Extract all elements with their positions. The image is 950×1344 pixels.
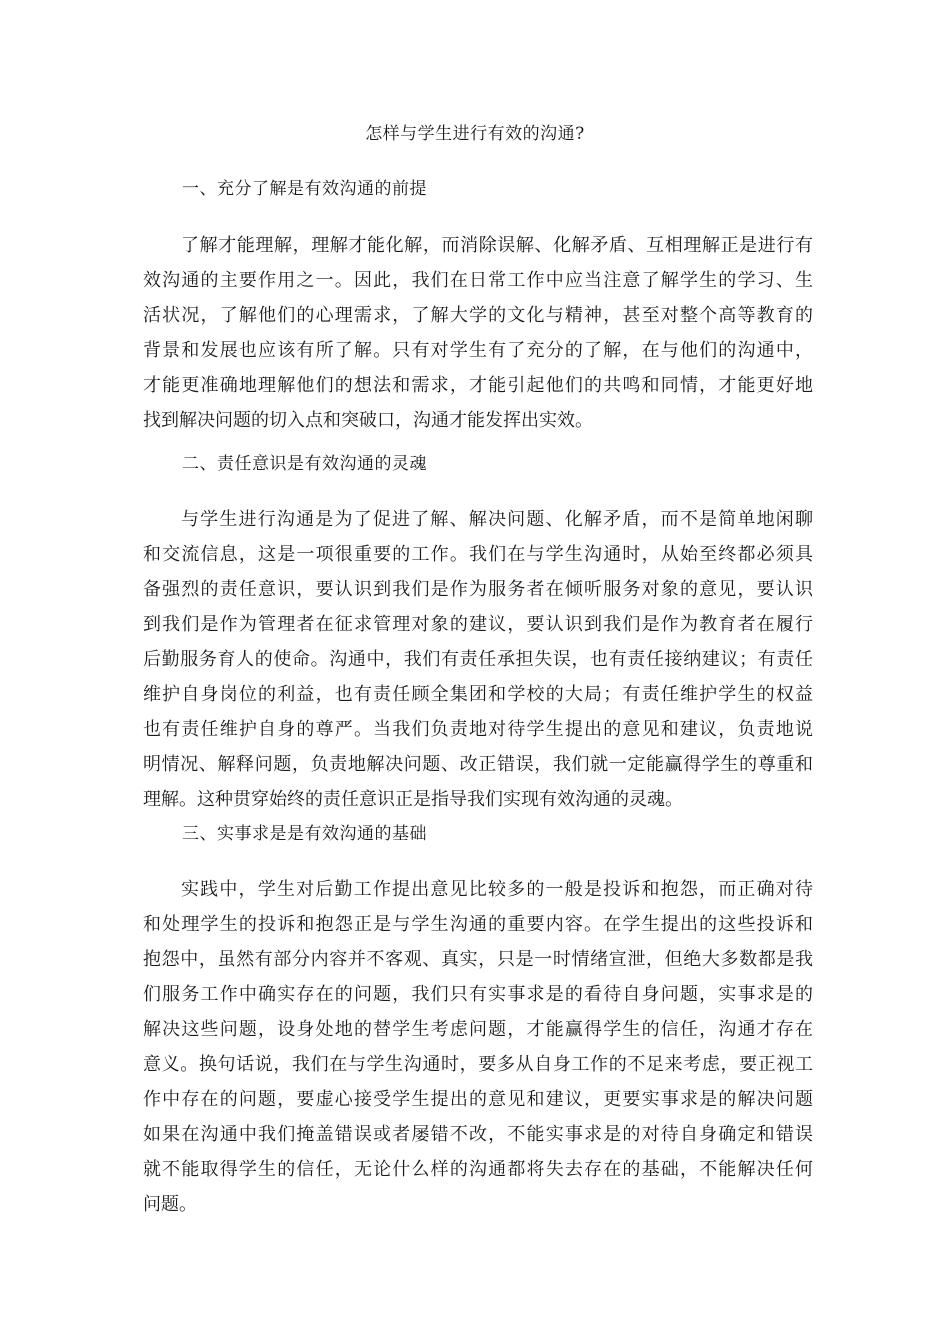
paragraph-line: 找到解决问题的切入点和突破口，沟通才能发挥出实效。 — [143, 410, 593, 431]
paragraph-line: 活状况，了解他们的心理需求，了解大学的文化与精神，甚至对整个高等教育的 — [143, 305, 813, 326]
section-paragraph-2 — [143, 502, 813, 817]
paragraph-line: 意义。换句话说，我们在与学生沟通时，要多从自身工作的不足来考虑，要正视工 — [143, 1054, 813, 1075]
paragraph-line: 维护自身岗位的利益，也有责任顾全集团和学校的大局；有责任维护学生的权益 — [143, 684, 813, 705]
paragraph-line: 明情况、解释问题，负责地解决问题、改正错误，我们就一定能赢得学生的尊重和 — [143, 754, 813, 775]
paragraph-line: 效沟通的主要作用之一。因此，我们在日常工作中应当注意了解学生的学习、生 — [143, 270, 813, 291]
paragraph-line: 理解。这种贯穿始终的责任意识正是指导我们实现有效沟通的灵魂。 — [143, 789, 683, 810]
paragraph-line: 们服务工作中确实存在的问题，我们只有实事求是的看待自身问题，实事求是的 — [143, 984, 813, 1005]
paragraph-line: 也有责任维护自身的尊严。当我们负责地对待学生提出的意见和建议，负责地说 — [143, 719, 813, 740]
paragraph-line: 到我们是作为管理者在征求管理对象的建议，要认识到我们是作为教育者在履行 — [143, 614, 813, 635]
section-paragraph-3 — [143, 872, 813, 1222]
section-heading-2: 二、责任意识是有效沟通的灵魂 — [182, 454, 427, 474]
paragraph-line: 和处理学生的投诉和抱怨正是与学生沟通的重要内容。在学生提出的这些投诉和 — [143, 914, 813, 935]
paragraph-line: 如果在沟通中我们掩盖错误或者屡错不改，不能实事求是的对待自身确定和错误 — [143, 1124, 813, 1145]
paragraph-line: 就不能取得学生的信任，无论什么样的沟通都将失去存在的基础，不能解决任何 — [143, 1159, 813, 1180]
section-heading-3: 三、实事求是是有效沟通的基础 — [182, 824, 427, 844]
paragraph-line: 后勤服务育人的使命。沟通中，我们有责任承担失误，也有责任接纳建议；有责任 — [143, 649, 813, 670]
paragraph-line: 和交流信息，这是一项很重要的工作。我们在与学生沟通时，从始至终都必须具 — [143, 544, 813, 565]
paragraph-line: 解决这些问题，设身处地的替学生考虑问题，才能赢得学生的信任，沟通才存在 — [143, 1019, 813, 1040]
paragraph-line: 才能更准确地理解他们的想法和需求，才能引起他们的共鸣和同情，才能更好地 — [143, 375, 813, 396]
paragraph-line: 抱怨中，虽然有部分内容并不客观、真实，只是一时情绪宣泄，但绝大多数都是我 — [143, 949, 813, 970]
document-title: 怎样与学生进行有效的沟通? — [365, 124, 585, 144]
section-paragraph-1 — [143, 228, 813, 438]
paragraph-line: 实践中，学生对后勤工作提出意见比较多的一般是投诉和抱怨，而正确对待 — [181, 879, 813, 900]
paragraph-line: 与学生进行沟通是为了促进了解、解决问题、化解矛盾，而不是简单地闲聊 — [181, 509, 813, 530]
paragraph-line: 作中存在的问题，要虚心接受学生提出的意见和建议，更要实事求是的解决问题 — [143, 1089, 813, 1110]
paragraph-line: 背景和发展也应该有所了解。只有对学生有了充分的了解，在与他们的沟通中， — [143, 340, 813, 361]
paragraph-line: 了解才能理解，理解才能化解，而消除误解、化解矛盾、互相理解正是进行有 — [181, 235, 813, 256]
paragraph-line: 备强烈的责任意识，要认识到我们是作为服务者在倾听服务对象的意见，要认识 — [143, 579, 813, 600]
section-heading-1: 一、充分了解是有效沟通的前提 — [182, 179, 427, 199]
paragraph-line: 问题。 — [143, 1194, 197, 1215]
